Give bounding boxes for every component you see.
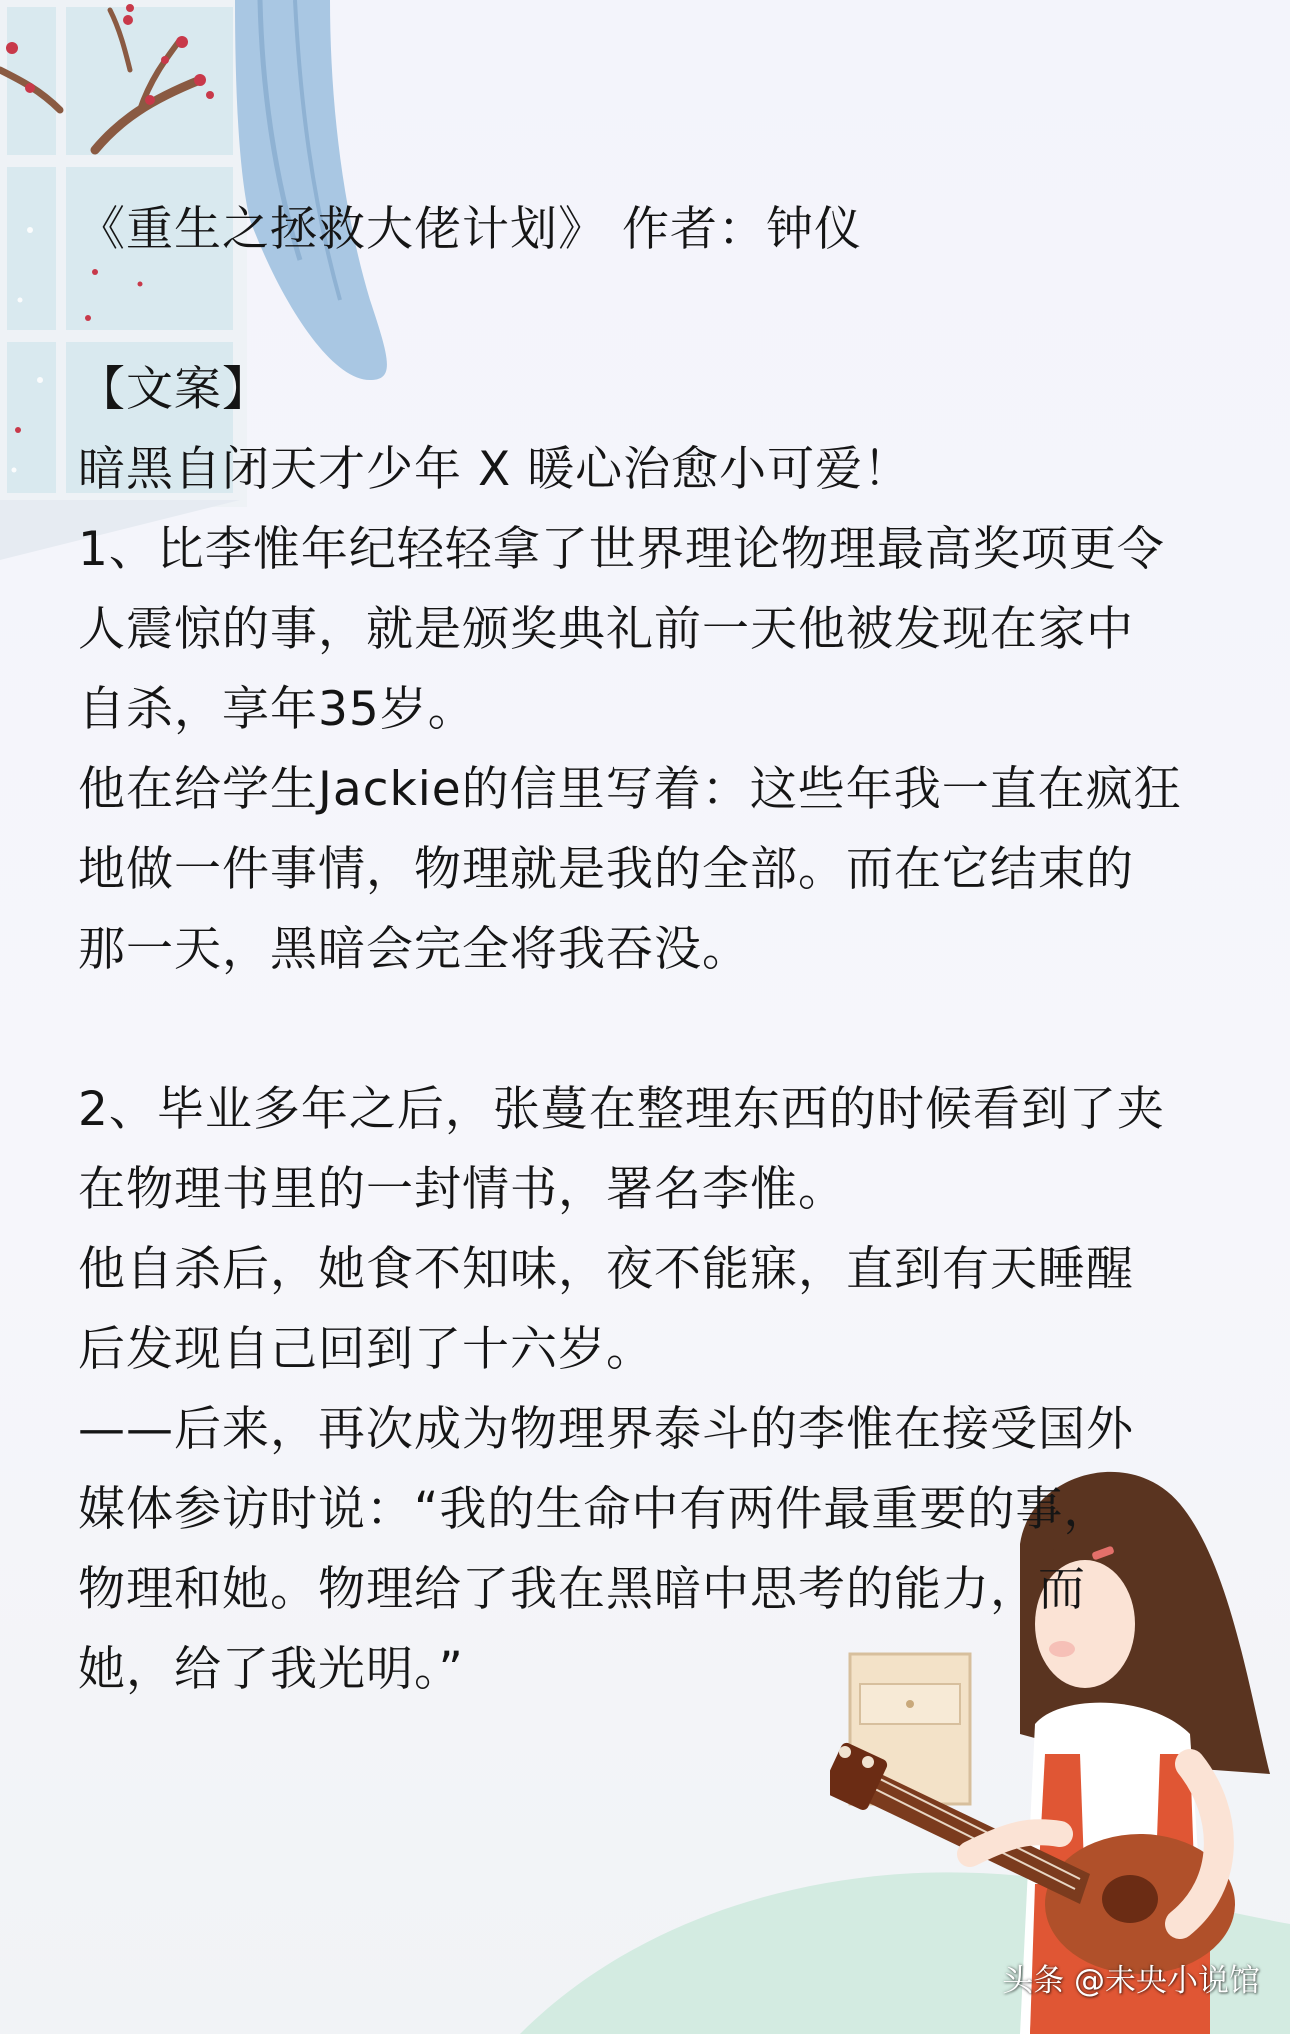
paragraph-1-line: 自杀，享年35岁。 — [78, 682, 476, 737]
paragraph-2-line: 在物理书里的一封情书，署名李惟。 — [78, 1162, 846, 1217]
paragraph-2-line: ——后来，再次成为物理界泰斗的李惟在接受国外 — [78, 1402, 1134, 1457]
article-text — [78, 190, 1238, 1710]
paragraph-1-line: 人震惊的事，就是颁奖典礼前一天他被发现在家中 — [78, 602, 1134, 657]
section-label: 【文案】 — [78, 362, 270, 417]
paragraph-2-line: 她，给了我光明。” — [78, 1642, 464, 1697]
paragraph-1-line: 那一天，黑暗会完全将我吞没。 — [78, 922, 750, 977]
paragraph-2-line: 2、毕业多年之后，张蔓在整理东西的时候看到了夹 — [78, 1082, 1165, 1137]
paragraph-2-line: 物理和她。物理给了我在黑暗中思考的能力，而 — [78, 1562, 1086, 1617]
paragraph-2-line: 他自杀后，她食不知味，夜不能寐，直到有天睡醒 — [78, 1242, 1134, 1297]
paragraph-2-line: 媒体参访时说：“我的生命中有两件最重要的事， — [78, 1482, 1112, 1537]
paragraph-spacer — [78, 990, 1238, 1070]
source-watermark: 头条 @未央小说馆 — [1002, 1963, 1260, 1999]
book-title-line: 《重生之拯救大佬计划》 作者：钟仪 — [78, 202, 862, 257]
paragraph-2-line: 后发现自己回到了十六岁。 — [78, 1322, 654, 1377]
summary-line: 暗黑自闭天才少年 X 暖心治愈小可爱！ — [78, 442, 912, 497]
paragraph-1-line: 地做一件事情，物理就是我的全部。而在它结束的 — [78, 842, 1134, 897]
paragraph-1-line: 1、比李惟年纪轻轻拿了世界理论物理最高奖项更令 — [78, 522, 1165, 577]
paragraph-1-line: 他在给学生Jackie的信里写着：这些年我一直在疯狂 — [78, 762, 1182, 817]
